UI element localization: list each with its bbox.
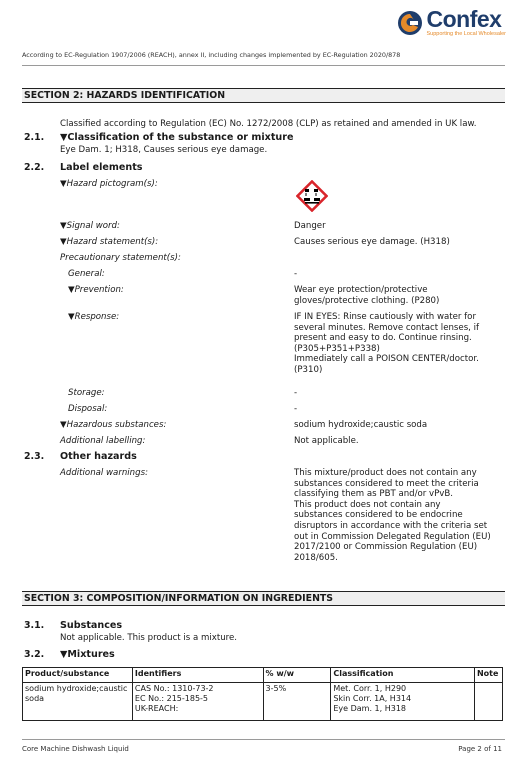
classification-line: Met. Corr. 1, H290 bbox=[333, 684, 407, 693]
precautionary-label: Precautionary statement(s): bbox=[60, 253, 181, 263]
section2-heading: SECTION 2: HAZARDS IDENTIFICATION bbox=[22, 88, 505, 103]
confex-logo-icon bbox=[397, 10, 423, 36]
hazardous-substances-value: sodium hydroxide;caustic soda bbox=[294, 420, 428, 430]
identifier-line: UK-REACH: bbox=[134, 704, 179, 713]
table-row bbox=[23, 683, 503, 721]
storage-value: - bbox=[294, 388, 298, 398]
warnings-line: disruptors in accordance with the criteria set bbox=[294, 520, 488, 531]
disposal-label: Disposal: bbox=[68, 404, 108, 414]
warnings-line: This mixture/product does not contain any bbox=[294, 468, 477, 478]
additional-warnings-value bbox=[294, 468, 508, 563]
response-label: ▼Response: bbox=[68, 312, 120, 322]
s22-title: Label elements bbox=[60, 162, 143, 173]
column-header: % w/w bbox=[263, 668, 331, 683]
footer-product-name: Core Machine Dishwash Liquid bbox=[22, 745, 129, 753]
percent-cell: 3-5% bbox=[263, 683, 331, 721]
classification-line: Skin Corr. 1A, H314 bbox=[333, 694, 412, 703]
warnings-line: substances considered to be endocrine bbox=[294, 510, 463, 521]
note-cell bbox=[474, 683, 502, 721]
identifier-line: CAS No.: 1310-73-2 bbox=[134, 684, 214, 693]
response-line: (P305+P351+P338) bbox=[294, 343, 380, 354]
header-divider bbox=[22, 65, 505, 66]
hazardous-substances-label: ▼Hazardous substances: bbox=[60, 420, 167, 430]
warnings-line: classifying them as PBT and/or vPvB. bbox=[294, 489, 454, 500]
corrosion-pictogram-icon bbox=[296, 180, 328, 212]
prevention-line: Wear eye protection/protective bbox=[294, 285, 428, 295]
s21-title: ▼Classification of the substance or mixture bbox=[60, 132, 294, 143]
footer-divider bbox=[22, 739, 505, 740]
product-line: sodium hydroxide;caustic bbox=[25, 684, 128, 693]
classification-cell bbox=[331, 683, 475, 721]
identifier-line: EC No.: 215-185-5 bbox=[134, 694, 209, 703]
hazard-statement-value: Causes serious eye damage. (H318) bbox=[294, 237, 450, 247]
prevention-line: gloves/protective clothing. (P280) bbox=[294, 295, 440, 306]
prevention-value bbox=[294, 285, 508, 306]
response-value bbox=[294, 312, 508, 376]
s22-number: 2.2. bbox=[24, 162, 45, 173]
column-header: Product/substance bbox=[23, 668, 133, 683]
warnings-line: out in Commission Delegated Regulation (EU) bbox=[294, 531, 491, 542]
additional-labelling-label: Additional labelling: bbox=[60, 436, 146, 446]
response-line: several minutes. Remove contact lenses, if bbox=[294, 322, 480, 333]
brand-name: Confex bbox=[426, 6, 502, 32]
footer-page-number: Page 2 of 11 bbox=[458, 745, 502, 753]
s31-title: Substances bbox=[60, 620, 123, 631]
column-header: Note bbox=[474, 668, 502, 683]
response-line: present and easy to do. Continue rinsing. bbox=[294, 333, 472, 344]
disposal-value: - bbox=[294, 404, 298, 414]
response-line: Immediately call a POISON CENTER/doctor. bbox=[294, 354, 479, 365]
section3-heading: SECTION 3: COMPOSITION/INFORMATION ON INGREDIENTS bbox=[22, 591, 505, 606]
column-header: Identifiers bbox=[132, 668, 263, 683]
warnings-line: substances considered to meet the criteria bbox=[294, 478, 479, 489]
hazard-statement-label: ▼Hazard statement(s): bbox=[60, 237, 159, 247]
identifiers-cell bbox=[132, 683, 263, 721]
confex-logo bbox=[397, 8, 507, 38]
regulation-line: According to EC-Regulation 1907/2006 (REACH), annex II, including changes implemented by EC-Regulation 2020/878 bbox=[22, 51, 401, 59]
warnings-line: 2017/2100 or Commission Regulation (EU) bbox=[294, 542, 478, 553]
s23-title: Other hazards bbox=[60, 451, 137, 462]
column-header: Classification bbox=[331, 668, 475, 683]
response-line: IF IN EYES: Rinse cautiously with water for bbox=[294, 312, 476, 322]
general-label: General: bbox=[68, 269, 105, 279]
response-line: (P310) bbox=[294, 364, 323, 375]
pictogram-label: ▼Hazard pictogram(s): bbox=[60, 179, 158, 189]
prevention-label: ▼Prevention: bbox=[68, 285, 124, 295]
s21-text: Eye Dam. 1; H318, Causes serious eye damage. bbox=[60, 145, 268, 155]
s32-number: 3.2. bbox=[24, 649, 45, 660]
signal-word-value: Danger bbox=[294, 221, 326, 231]
mixtures-table bbox=[22, 667, 503, 721]
brand-tagline: Supporting the Local Wholesaler bbox=[426, 31, 506, 37]
product-line: soda bbox=[25, 694, 45, 703]
s23-number: 2.3. bbox=[24, 451, 45, 462]
warnings-line: This product does not contain any bbox=[294, 499, 441, 510]
product-cell bbox=[23, 683, 133, 721]
s31-number: 3.1. bbox=[24, 620, 45, 631]
additional-warnings-label: Additional warnings: bbox=[60, 468, 148, 478]
s21-number: 2.1. bbox=[24, 132, 45, 143]
additional-labelling-value: Not applicable. bbox=[294, 436, 359, 446]
signal-word-label: ▼Signal word: bbox=[60, 221, 120, 231]
storage-label: Storage: bbox=[68, 388, 105, 398]
table-header-row bbox=[23, 668, 503, 683]
s31-text: Not applicable. This product is a mixture. bbox=[60, 633, 238, 643]
s32-title: ▼Mixtures bbox=[60, 649, 115, 660]
classification-line: Eye Dam. 1, H318 bbox=[333, 704, 406, 713]
warnings-line: 2018/605. bbox=[294, 552, 338, 563]
general-value: - bbox=[294, 269, 298, 279]
section2-intro: Classified according to Regulation (EC) No. 1272/2008 (CLP) as retained and amended in UK law. bbox=[60, 119, 477, 129]
